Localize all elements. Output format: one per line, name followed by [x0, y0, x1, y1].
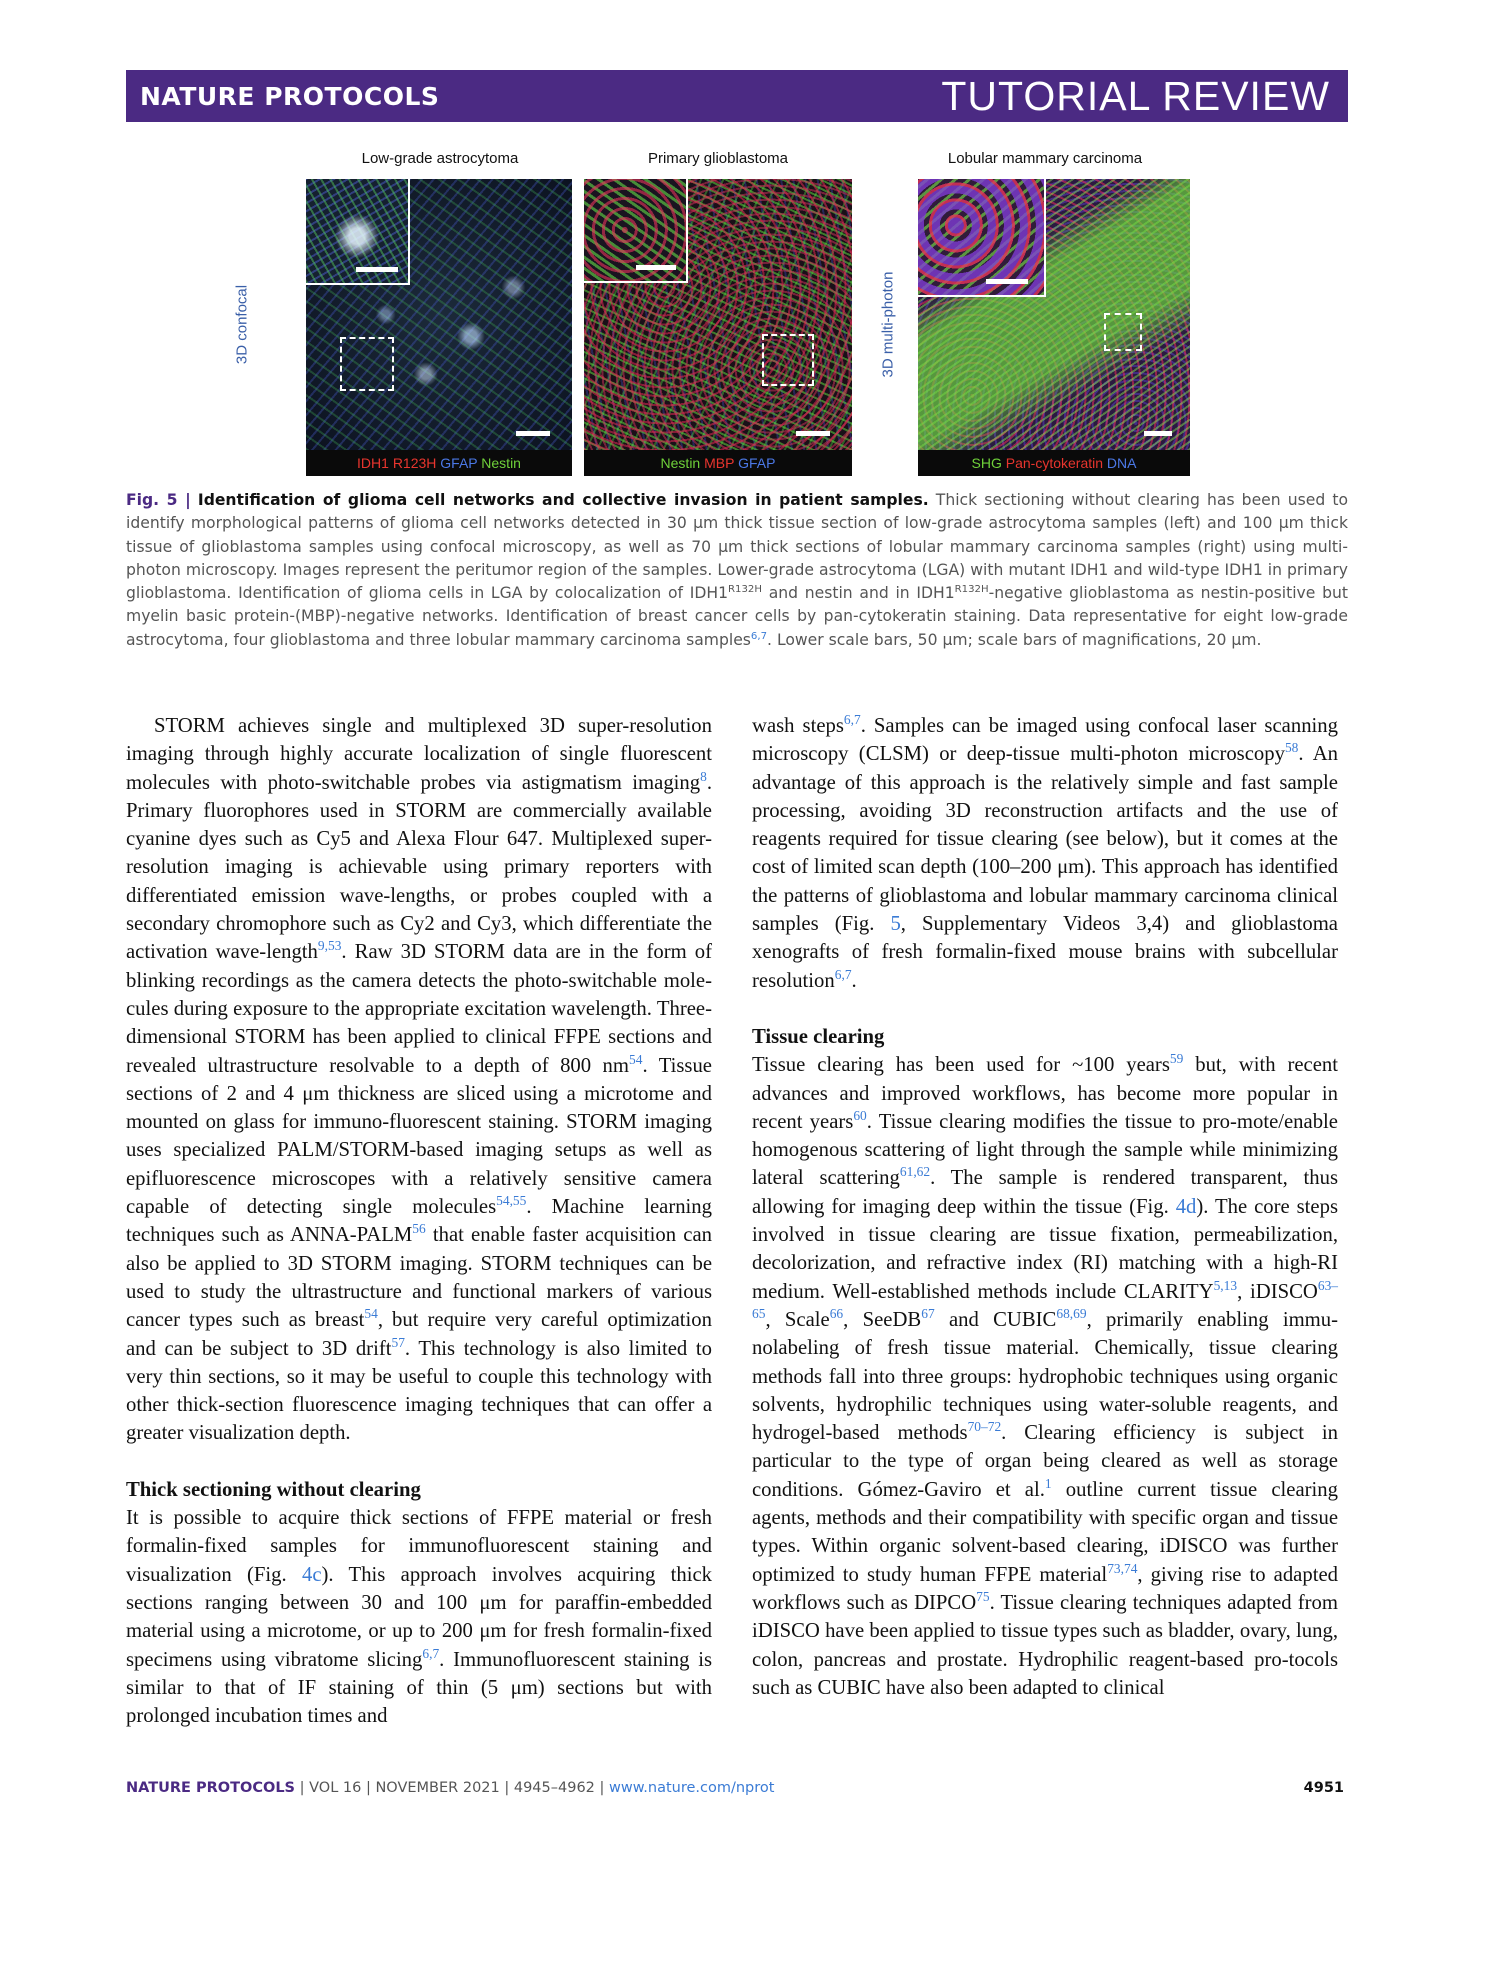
inset-scale-bar: [356, 267, 398, 272]
body-text: It is possible to acquire thick sections of FFPE material or fresh formalin-fixed samples for immunofluorescent staining and visualization (Fig.: [126, 1507, 712, 1586]
magnification-inset: [918, 179, 1046, 297]
caption-text: and nestin and in IDH1: [762, 584, 955, 603]
body-text: and CUBIC: [934, 1308, 1057, 1331]
scale-bar: [1144, 431, 1172, 436]
body-text: , primarily enabling immu-nolabeling of fresh tissue material. Chemically, tissue clearing methods fall into three groups: hydrophobic techniques using organic solvents, hydrophilic techniques using water-soluble reagents, and hydrogel-based methods: [752, 1308, 1339, 1445]
citation-link[interactable]: 60: [853, 1107, 867, 1123]
micrograph-lmc: [918, 179, 1190, 450]
legend-item: DNA: [1106, 455, 1137, 471]
citation-link[interactable]: 61,62: [899, 1164, 931, 1180]
clearing-paragraph: [752, 1051, 1338, 1702]
legend-item: GFAP: [738, 455, 776, 471]
footer-url-link[interactable]: www.nature.com/nprot: [609, 1780, 775, 1796]
citation-link[interactable]: 75: [976, 1588, 990, 1604]
right-column: [752, 712, 1338, 1702]
legend-item: IDH1 R123H: [357, 455, 437, 471]
body-text: but, with recent advances and improved workflows, has become more popular in recent years: [752, 1054, 1338, 1133]
body-text: ). This approach involves acquiring thick sections ranging between 30 and 100 μm for paraffin-embedded material using a microtome, or up to 200 μm for fresh formalin-fixed specimens using vibratome slicing: [126, 1563, 712, 1671]
citation-link[interactable]: 6,7: [843, 711, 861, 727]
citation-link[interactable]: 59: [1169, 1051, 1184, 1067]
caption-text: . Lower scale bars, 50 μm; scale bars of magnifications, 20 μm.: [767, 630, 1262, 649]
scale-bar: [796, 431, 830, 436]
citation-link[interactable]: 54,55: [496, 1192, 527, 1208]
legend-item: Nestin: [481, 455, 521, 471]
zoom-region-box: [762, 334, 814, 386]
zoom-region-box: [1104, 313, 1142, 351]
body-text: outline current tissue clearing agents, methods and their compatibility with specific organ and tissue types. Within organic solvent-based clearing, iDISCO was further optimized to study human FFPE material: [752, 1478, 1338, 1586]
left-column: [126, 712, 712, 1730]
section-heading-tissue-clearing: Tissue clearing: [752, 1025, 885, 1048]
citation-link[interactable]: 66: [829, 1305, 844, 1321]
caption-text: -negative glioblastoma as nestin-positive but myelin basic protein-(MBP)-negative networks. Identification of breast cancer cells by pan-cytokeratin staining. Data representative for eight low-grade astrocytoma, four glioblastoma and three lobular mammary carcinoma samples: [126, 584, 1348, 649]
citation-link[interactable]: 56: [412, 1221, 426, 1237]
panel-title-lmc: Lobular mammary carcinoma: [947, 150, 1143, 167]
panel-title-gbm: Primary glioblastoma: [647, 150, 789, 167]
inset-scale-bar: [636, 265, 676, 270]
body-text: , iDISCO: [1237, 1280, 1318, 1303]
citation-link[interactable]: 6,7: [834, 966, 852, 982]
body-text: ). The core steps involved in tissue clearing are tissue fixation, permeabilization, decolorization, and refractive index (RI) matching with a high-RI medium. Well-established methods include CLARITY: [752, 1195, 1338, 1303]
citation-link[interactable]: 9,53: [317, 938, 342, 954]
body-text: wash steps: [752, 715, 844, 737]
inset-scale-bar: [986, 279, 1028, 284]
body-text: . Primary fluorophores used in STORM are commercially available cyanine dyes such as Cy5 and Alexa Flour 647. Multiplexed super-resolution imaging is achievable using primary reporters with differentiated emission wave-lengths, or probes coupled with a secondary chromophore such as Cy2 and Cy3, which differentiate the activation wave-length: [126, 771, 712, 964]
zoom-region-box: [340, 337, 394, 391]
legend-item: GFAP: [440, 455, 478, 471]
body-text: Tissue clearing has been used for ~100 years: [752, 1054, 1170, 1077]
footer-pages: 4945–4962: [513, 1780, 595, 1796]
body-text: . Raw 3D STORM data are in the form of blinking recordings as the camera detects the photo-switchable mole-cules during exposure to the appropriate excitation wavelength. Three-dimensional STORM has been applied to clinical FFPE sections and revealed ultrastructure resolvable to a depth of 800 nm: [126, 941, 712, 1077]
section-heading-thick-sectioning: Thick sectioning without clearing: [126, 1478, 421, 1501]
spacer: [752, 995, 1338, 1023]
citation-link[interactable]: 57: [391, 1334, 405, 1350]
caption-text: Thick sectioning without clearing has been used to identify morphological patterns of glioma cell networks detected in 30 μm thick tissue section of low-grade astrocytoma samples (left) and 100 μm thick tissue of glioblastoma samples using confocal microscopy, as well as 70 μm thick sections of lobular mammary carcinoma samples (right) using multi-photon microscopy. Images represent the peritumor region of the samples. Lower-grade astrocytoma (LGA) with mutant IDH1 and wild-type IDH1 in primary glioblastoma. Identification of glioma cells in LGA by colocalization of IDH1: [126, 491, 1348, 603]
legend-lmc: [918, 450, 1190, 476]
legend-item: Pan-cytokeratin: [1005, 455, 1104, 471]
citation-link[interactable]: 8: [700, 768, 707, 784]
panel-title-lga: Low-grade astrocytoma: [361, 150, 519, 167]
citation-link[interactable]: 63–65: [752, 1277, 1338, 1321]
magnification-inset: [584, 179, 688, 283]
citation-link[interactable]: 58: [1284, 740, 1299, 756]
body-text: , giving rise to adapted workflows such as DIPCO: [752, 1563, 1338, 1614]
footer-journal: NATURE PROTOCOLS: [126, 1780, 296, 1796]
micrograph-lga: [306, 179, 572, 450]
body-text: STORM achieves single and multiplexed 3D super-resolution imaging through highly accurate localization of single fluorescent molecules with photo-switchable probes via astigmatism imaging: [126, 715, 712, 794]
thick-paragraph: [126, 1504, 712, 1730]
figure-caption: [126, 489, 1348, 652]
legend-item: Nestin: [660, 455, 701, 471]
body-text: , Supplementary Videos 3,4) and glioblastoma xenografts of fresh formalin-fixed mouse brains with subcellular resolution: [752, 913, 1338, 992]
body-text: , Scale: [765, 1308, 830, 1331]
legend-lga: [306, 450, 572, 476]
citation-link[interactable]: 73,74: [1107, 1560, 1138, 1576]
superscript: R132H: [728, 584, 762, 596]
superscript: R132H: [954, 584, 989, 596]
body-text: . Tissue sections of 2 and 4 μm thickness are sliced using a microtome and mounted on glass for immuno-fluorescent staining. STORM imaging uses specialized PALM/STORM-based imaging setups as well as epifluorescence microscopes with a relatively sensitive camera capable of detecting single molecules: [126, 1054, 712, 1219]
scale-bar: [516, 431, 550, 436]
section-title: TUTORIAL REVIEW: [941, 73, 1330, 119]
body-text: . Samples can be imaged using confocal laser scanning microscopy (CLSM) or deep-tissue multi-photon microscopy: [752, 715, 1338, 766]
continued-paragraph: [752, 712, 1338, 995]
figure-link[interactable]: 4d: [1175, 1195, 1197, 1218]
citation-link[interactable]: 5,13: [1213, 1277, 1238, 1293]
body-text: . Tissue clearing techniques adapted from iDISCO have been applied to tissue types such as bladder, ovary, lung, colon, pancreas and prostate. Hydrophilic reagent-based pro-tocols such as CUBIC have also been adapted to clinical: [752, 1591, 1338, 1699]
caption-label: Fig. 5 |: [126, 491, 191, 509]
citation-link[interactable]: 1: [1044, 1475, 1052, 1491]
page-footer: NATURE PROTOCOLS | VOL 16 | NOVEMBER 2021 | 4945–4962 | www.nature.com/nprot 4951: [126, 1780, 1344, 1796]
body-text: . Tissue clearing modifies the tissue to pro-mote/enable homogenous scattering of light through the sample while minimizing lateral scattering: [752, 1110, 1338, 1190]
citation-link[interactable]: 6,7: [422, 1645, 440, 1661]
citation-link[interactable]: 54: [364, 1306, 378, 1322]
citation-link[interactable]: 70–72: [967, 1419, 1002, 1435]
storm-paragraph: [126, 712, 712, 1448]
spacer: [126, 1448, 712, 1476]
side-label-multiphoton: 3D multi-photon: [879, 271, 897, 378]
figure-link[interactable]: 4c: [302, 1563, 322, 1586]
magnification-inset: [306, 179, 410, 285]
caption-title: Identification of glioma cell networks and collective invasion in patient samples.: [197, 491, 929, 509]
legend-item: MBP: [704, 455, 735, 471]
body-text: that enable faster acquisition can also be applied to 3D STORM imaging. STORM techniques can be used to study the ultrastructure and functional markers of various cancer types such as breast: [126, 1224, 712, 1332]
side-label-confocal: 3D confocal: [233, 284, 251, 365]
figure-link[interactable]: 5: [890, 913, 901, 936]
header-banner: [126, 70, 1348, 122]
body-text: . Machine learning techniques such as ANNA-PALM: [126, 1196, 712, 1247]
body-text: .: [851, 969, 857, 992]
citation-link[interactable]: 54: [629, 1051, 643, 1067]
body-text: . Clearing efficiency is subject in particular to the type of organ being cleared as well as storage conditions. Gómez-Gaviro et al.: [752, 1422, 1338, 1501]
legend-item: SHG: [971, 455, 1002, 471]
body-text: , but require very careful optimization and can be subject to 3D drift: [126, 1309, 712, 1360]
citation-link[interactable]: 6,7: [750, 630, 768, 642]
micrograph-gbm: [584, 179, 852, 450]
citation-link[interactable]: 67: [921, 1305, 935, 1321]
footer-volume: VOL 16: [309, 1780, 362, 1796]
body-text: . Immunofluorescent staining is similar to that of IF staining of thin (5 μm) sections but with prolonged incubation times and: [126, 1648, 712, 1728]
footer-date: NOVEMBER 2021: [375, 1780, 500, 1796]
journal-name: NATURE PROTOCOLS: [140, 82, 440, 111]
body-text: . This technology is also limited to very thin sections, so it may be useful to couple this technology with other thick-section fluorescence imaging techniques that can offer a greater visualization depth.: [126, 1337, 712, 1445]
legend-gbm: [584, 450, 852, 476]
page-number: 4951: [1303, 1780, 1344, 1796]
body-text: . The sample is rendered transparent, thus allowing for imaging deep within the tissue (Fig.: [752, 1167, 1338, 1218]
body-text: . An advantage of this approach is the relatively simple and fast sample processing, avoiding 3D reconstruction artifacts and the use of reagents required for tissue clearing (see below), but it comes at the cost of limited scan depth (100–200 μm). This approach has identified the patterns of glioblastoma and lobular mammary carcinoma clinical samples (Fig.: [752, 743, 1338, 936]
body-text: , SeeDB: [843, 1308, 922, 1331]
citation-link[interactable]: 68,69: [1056, 1305, 1087, 1321]
